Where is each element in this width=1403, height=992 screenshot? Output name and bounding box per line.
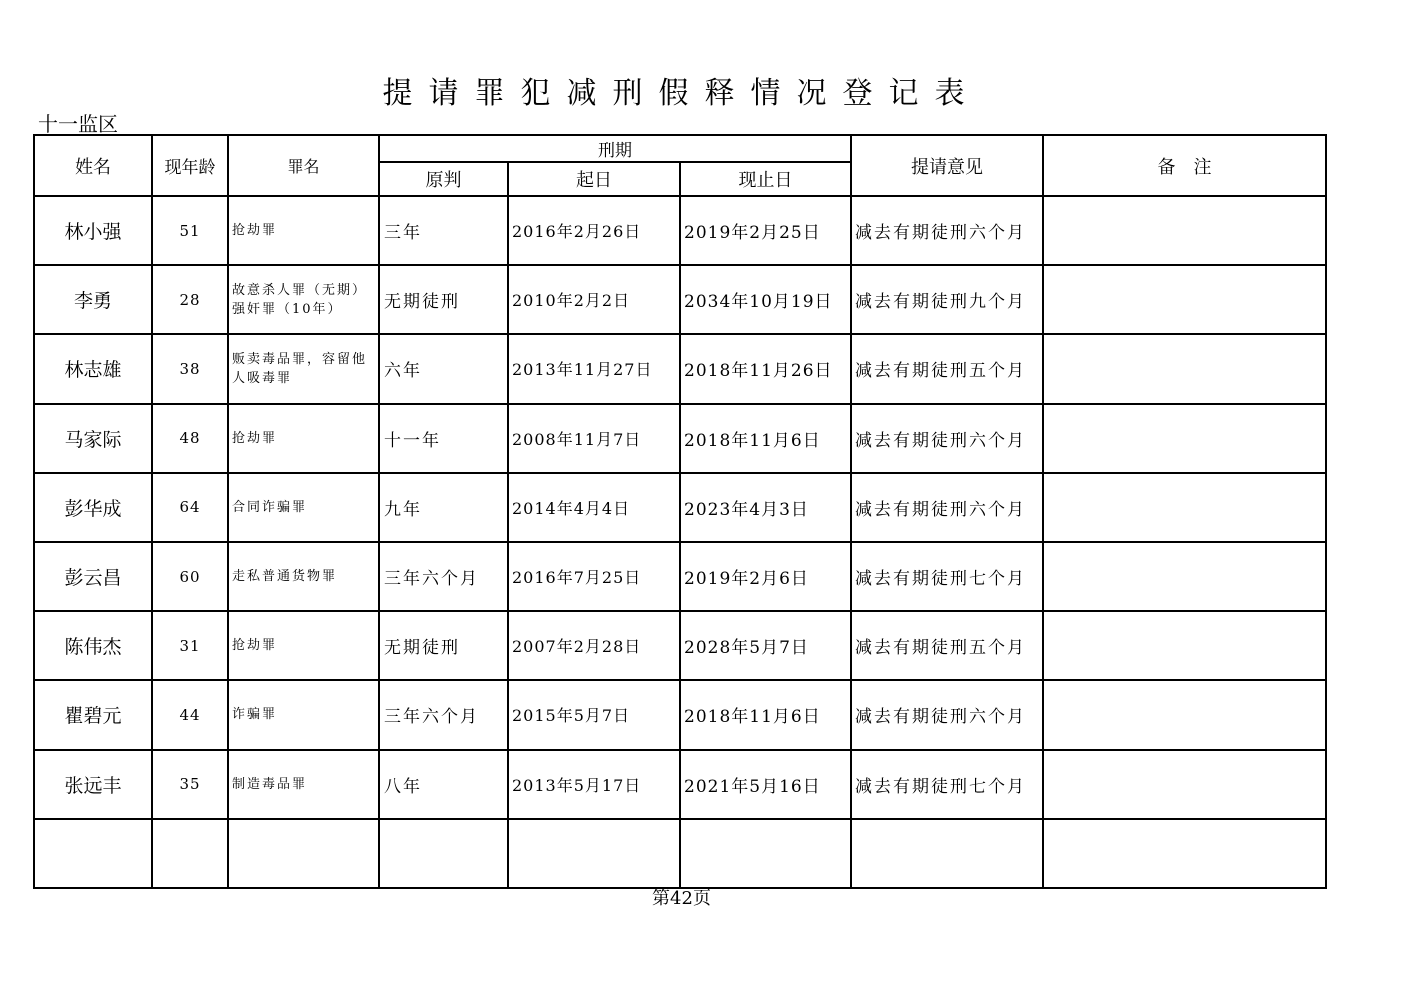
- cell-original-sentence: 无期徒刑: [379, 265, 508, 334]
- cell-name: 瞿碧元: [34, 680, 152, 749]
- page-number: 第42页: [652, 888, 711, 909]
- cell-opinion: 减去有期徒刑六个月: [851, 680, 1043, 749]
- cell-original-sentence: 九年: [379, 473, 508, 542]
- table-row: [34, 404, 1326, 473]
- cell-remarks: [1043, 404, 1326, 473]
- cell-original-sentence: 十一年: [379, 404, 508, 473]
- cell-opinion: [851, 819, 1043, 888]
- cell-start-date: 2015年5月7日: [508, 680, 680, 749]
- table-row: [34, 542, 1326, 611]
- cell-age: 44: [152, 680, 228, 749]
- cell-crime: 抢劫罪: [228, 196, 379, 265]
- table-row: [34, 750, 1326, 819]
- cell-name: 彭云昌: [34, 542, 152, 611]
- cell-age: 28: [152, 265, 228, 334]
- cell-crime: 诈骗罪: [228, 680, 379, 749]
- cell-original-sentence: 八年: [379, 750, 508, 819]
- table-row: [34, 819, 1326, 888]
- header-row-top: [34, 135, 1326, 162]
- cell-end-date: 2019年2月25日: [680, 196, 851, 265]
- cell-end-date: 2018年11月26日: [680, 334, 851, 403]
- header-opinion: 提请意见: [851, 135, 1043, 196]
- cell-crime: 故意杀人罪（无期）强奸罪（10年）: [228, 265, 379, 334]
- header-sentence-group: 刑期: [379, 135, 851, 162]
- cell-original-sentence: 三年六个月: [379, 680, 508, 749]
- cell-end-date: 2034年10月19日: [680, 265, 851, 334]
- cell-remarks: [1043, 750, 1326, 819]
- table-body: [34, 196, 1326, 888]
- cell-name: 彭华成: [34, 473, 152, 542]
- header-crime: 罪名: [228, 135, 379, 196]
- cell-start-date: 2014年4月4日: [508, 473, 680, 542]
- cell-age: 60: [152, 542, 228, 611]
- table-row: [34, 611, 1326, 680]
- cell-opinion: 减去有期徒刑九个月: [851, 265, 1043, 334]
- cell-name: 张远丰: [34, 750, 152, 819]
- cell-original-sentence: 六年: [379, 334, 508, 403]
- cell-age: 64: [152, 473, 228, 542]
- header-name: 姓名: [34, 135, 152, 196]
- cell-crime: 制造毒品罪: [228, 750, 379, 819]
- table-row: [34, 473, 1326, 542]
- cell-crime: 抢劫罪: [228, 611, 379, 680]
- header-age: 现年龄: [152, 135, 228, 196]
- cell-name: 马家际: [34, 404, 152, 473]
- header-original: 原判: [379, 162, 508, 196]
- cell-start-date: [508, 819, 680, 888]
- cell-remarks: [1043, 334, 1326, 403]
- cell-name: 林志雄: [34, 334, 152, 403]
- cell-remarks: [1043, 680, 1326, 749]
- cell-remarks: [1043, 196, 1326, 265]
- cell-end-date: 2023年4月3日: [680, 473, 851, 542]
- header-remarks: 备 注: [1043, 135, 1326, 196]
- cell-end-date: 2028年5月7日: [680, 611, 851, 680]
- cell-remarks: [1043, 542, 1326, 611]
- cell-crime: 合同诈骗罪: [228, 473, 379, 542]
- table-row: [34, 265, 1326, 334]
- cell-remarks: [1043, 265, 1326, 334]
- table-row: [34, 334, 1326, 403]
- district-label: 十一监区: [38, 112, 118, 136]
- cell-start-date: 2013年5月17日: [508, 750, 680, 819]
- cell-original-sentence: 三年六个月: [379, 542, 508, 611]
- cell-crime: 贩卖毒品罪，容留他人吸毒罪: [228, 334, 379, 403]
- register-table: [33, 134, 1327, 889]
- cell-remarks: [1043, 473, 1326, 542]
- header-end: 现止日: [680, 162, 851, 196]
- cell-name: 李勇: [34, 265, 152, 334]
- cell-opinion: 减去有期徒刑七个月: [851, 542, 1043, 611]
- cell-remarks: [1043, 611, 1326, 680]
- cell-name: 林小强: [34, 196, 152, 265]
- cell-start-date: 2016年7月25日: [508, 542, 680, 611]
- cell-name: [34, 819, 152, 888]
- cell-crime: 抢劫罪: [228, 404, 379, 473]
- cell-opinion: 减去有期徒刑六个月: [851, 196, 1043, 265]
- cell-opinion: 减去有期徒刑七个月: [851, 750, 1043, 819]
- table-row: [34, 196, 1326, 265]
- cell-end-date: [680, 819, 851, 888]
- cell-end-date: 2018年11月6日: [680, 680, 851, 749]
- cell-end-date: 2018年11月6日: [680, 404, 851, 473]
- cell-original-sentence: [379, 819, 508, 888]
- cell-age: 35: [152, 750, 228, 819]
- cell-age: [152, 819, 228, 888]
- cell-original-sentence: 三年: [379, 196, 508, 265]
- cell-start-date: 2013年11月27日: [508, 334, 680, 403]
- cell-name: 陈伟杰: [34, 611, 152, 680]
- cell-age: 38: [152, 334, 228, 403]
- cell-age: 31: [152, 611, 228, 680]
- cell-start-date: 2016年2月26日: [508, 196, 680, 265]
- document-title: 提请罪犯减刑假释情况登记表: [382, 76, 981, 111]
- cell-age: 51: [152, 196, 228, 265]
- header-start: 起日: [508, 162, 680, 196]
- cell-start-date: 2007年2月28日: [508, 611, 680, 680]
- cell-opinion: 减去有期徒刑六个月: [851, 473, 1043, 542]
- cell-opinion: 减去有期徒刑五个月: [851, 334, 1043, 403]
- cell-original-sentence: 无期徒刑: [379, 611, 508, 680]
- table-row: [34, 680, 1326, 749]
- cell-crime: 走私普通货物罪: [228, 542, 379, 611]
- cell-end-date: 2019年2月6日: [680, 542, 851, 611]
- cell-start-date: 2008年11月7日: [508, 404, 680, 473]
- cell-age: 48: [152, 404, 228, 473]
- cell-start-date: 2010年2月2日: [508, 265, 680, 334]
- cell-opinion: 减去有期徒刑五个月: [851, 611, 1043, 680]
- cell-crime: [228, 819, 379, 888]
- cell-opinion: 减去有期徒刑六个月: [851, 404, 1043, 473]
- cell-end-date: 2021年5月16日: [680, 750, 851, 819]
- cell-remarks: [1043, 819, 1326, 888]
